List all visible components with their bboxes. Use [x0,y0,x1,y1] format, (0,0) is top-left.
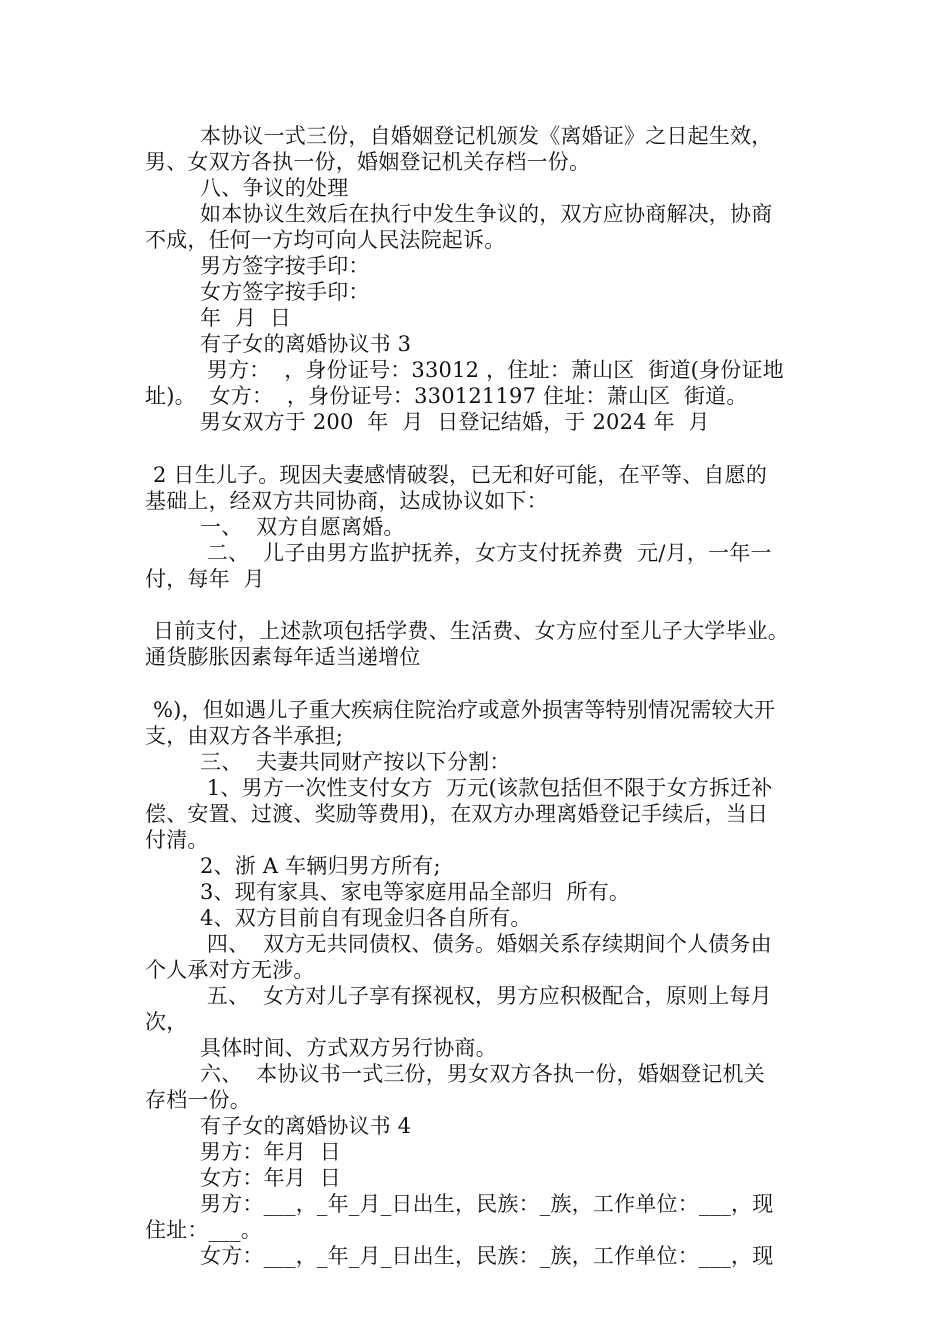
signature-line-female: 女方签字按手印： [200,280,370,304]
clause-line: 三、 夫妻共同财产按以下分割： [200,750,511,774]
text-line: 存档一份。 [145,1088,251,1112]
text-line: 址)。 女方： ，身份证号：330121197 住址：萧山区 街道。 [145,384,748,408]
text-line: 不成，任何一方均可向人民法院起诉。 [145,228,506,252]
text-line: 次， [145,1010,188,1034]
text-line: 男方： ，身份证号：33012 ，住址：萧山区 街道(身份证地 [200,358,784,382]
text-line: 2 日生儿子。现因夫妻感情破裂，已无和好可能，在平等、自愿的 [153,463,768,487]
signature-line-male: 男方签字按手印： [200,254,370,278]
clause-line: 一、 双方自愿离婚。 [200,515,405,539]
document-title: 有子女的离婚协议书 4 [200,1114,412,1138]
text-line: 2、浙 A 车辆归男方所有; [200,854,441,878]
text-line: 4、双方目前自有现金归各自所有。 [200,906,532,930]
clause-line: 六、 本协议书一式三份，男女双方各执一份，婚姻登记机关 [200,1062,765,1086]
text-line: 女方：年月 日 [200,1166,341,1190]
text-line: %)，但如遇儿子重大疾病住院治疗或意外损害等特别情况需较大开 [153,698,776,722]
text-line: 支，由双方各半承担; [145,724,344,748]
text-line: 基础上，经双方共同协商，达成协议如下： [145,489,548,513]
text-line: 3、现有家具、家电等家庭用品全部归 所有。 [200,880,631,904]
text-line: 通货膨胀因素每年适当递增位 [145,645,421,669]
date-line: 年 月 日 [200,306,292,330]
text-line: 付，每年 月 [145,567,265,591]
text-line: 男女双方于 200 年 月 日登记结婚，于 2024 年 月 [200,410,710,434]
section-heading: 八、争议的处理 [200,176,349,200]
text-line: 男、女双方各执一份，婚姻登记机关存档一份。 [145,150,591,174]
text-line: 1、男方一次性支付女方 万元(该款包括但不限于女方拆迁补 [200,776,773,800]
text-line: 付清。 [145,828,209,852]
text-line: 如本协议生效后在执行中发生争议的，双方应协商解决，协商 [200,202,773,226]
text-line: 日前支付，上述款项包括学费、生活费、女方应付至儿子大学毕业。 [153,619,789,643]
clause-line: 四、 双方无共同债权、债务。婚姻关系存续期间个人债务由 [200,932,772,956]
text-line: 具体时间、方式双方另行协商。 [200,1036,497,1060]
text-line: 住址：___。 [145,1218,262,1242]
document-title: 有子女的离婚协议书 3 [200,332,412,356]
text-line: 女方：___，_年_月_日出生，民族：_族，工作单位：___，现 [200,1244,774,1268]
text-line: 男方：年月 日 [200,1140,341,1164]
clause-line: 五、 女方对儿子享有探视权，男方应积极配合，原则上每月 [200,984,772,1008]
text-line: 本协议一式三份，自婚姻登记机颁发《离婚证》之日起生效， [200,124,773,148]
text-line: 个人承对方无涉。 [145,958,315,982]
clause-line: 二、 儿子由男方监护抚养，女方支付抚养费 元/月，一年一 [200,541,772,565]
text-line: 男方：___，_年_月_日出生，民族：_族，工作单位：___，现 [200,1192,774,1216]
text-line: 偿、安置、过渡、奖励等费用)，在双方办理离婚登记手续后，当日 [145,802,769,826]
